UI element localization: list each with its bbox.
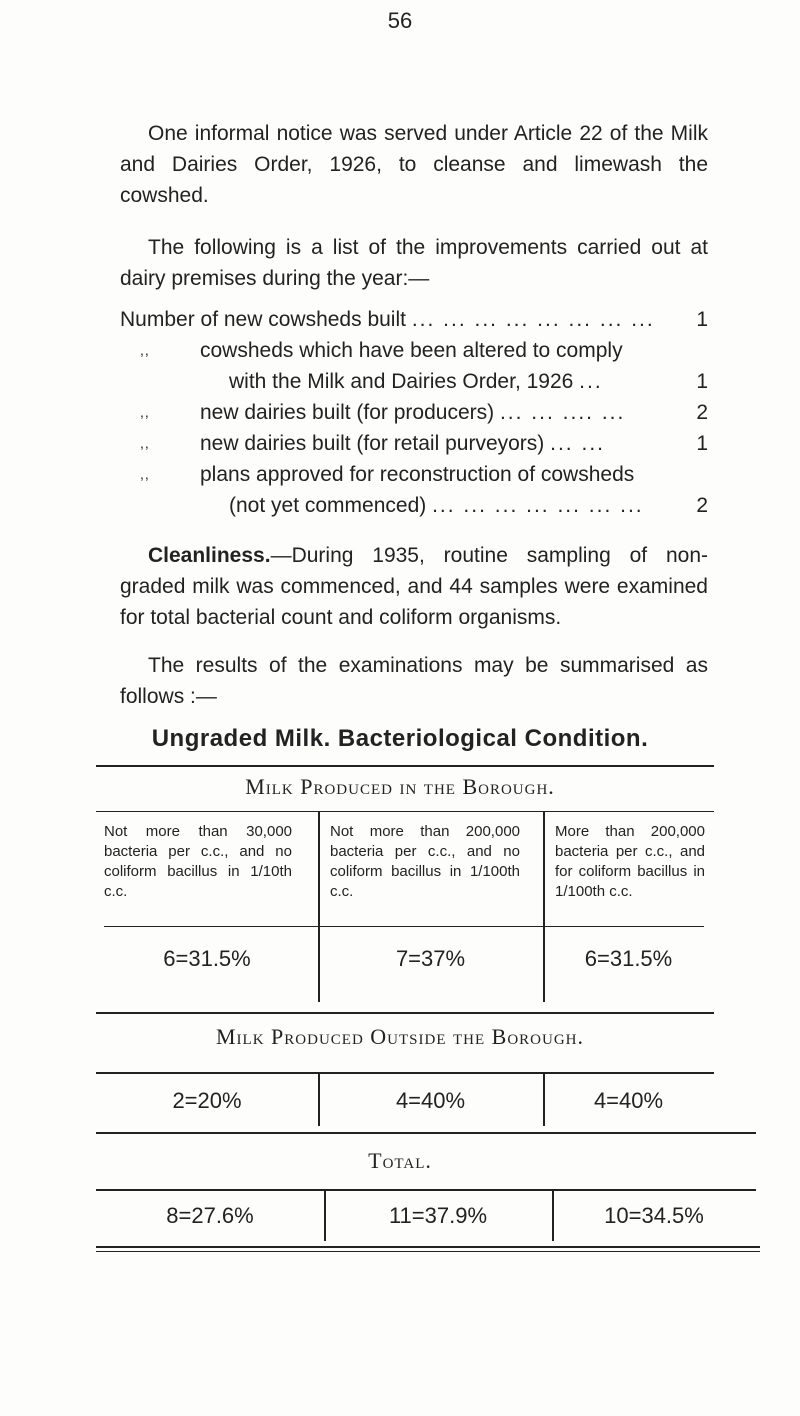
list-item-label: new dairies built (for producers): [200, 401, 495, 424]
table-rule: [96, 1012, 714, 1014]
leader-dots: ... ... .... ...: [499, 401, 626, 424]
table-rule: [96, 1072, 714, 1074]
list-item: [120, 397, 708, 428]
leader-dots: ... ...: [550, 432, 605, 455]
ditto-mark: ,,: [140, 404, 150, 420]
ditto-mark: ,,: [140, 466, 150, 482]
table-cell: 11=37.9%: [388, 1203, 488, 1228]
list-item-value: 1: [696, 370, 708, 393]
ditto-mark: ,,: [140, 435, 150, 451]
column-header: More than 200,000 bacteria per c.c., and for coliform bacillus in 1/100th c.c.: [555, 823, 705, 900]
list-item-label: cowsheds which have been altered to comply: [200, 339, 623, 362]
column-divider: [318, 812, 320, 1002]
list-item: [120, 335, 708, 366]
column-header: Not more than 200,000 bacteria per c.c., and no coliform bacillus in 1/100th c.c.: [330, 823, 520, 900]
page-number: 56: [387, 8, 413, 33]
list-item: [120, 304, 708, 335]
table-cell: 10=34.5%: [604, 1203, 704, 1228]
list-item-label: Number of new cowsheds built: [120, 308, 406, 331]
table-title: Ungraded Milk. Bacteriological Condition.: [151, 725, 649, 752]
leader-dots: ... ... ... ... ... ... ... ...: [411, 308, 655, 331]
table-rule: [96, 765, 714, 767]
list-item-value: 1: [696, 308, 708, 331]
list-item-label: (not yet commenced): [229, 494, 427, 517]
table-cell: 4=40%: [593, 1088, 664, 1113]
table-rule: [96, 1132, 756, 1134]
list-item-value: 2: [696, 494, 708, 517]
leader-dots: ... ... ... ... ... ... ...: [432, 494, 644, 517]
cleanliness-paragraph: [120, 540, 708, 633]
table-rule: [96, 1246, 760, 1248]
section-title-total: Total.: [368, 1148, 432, 1173]
column-divider: [543, 812, 545, 1002]
table-rule: [96, 1251, 760, 1252]
table-cell: 7=37%: [395, 946, 466, 971]
cleanliness-heading: Cleanliness.: [148, 544, 271, 567]
column-divider: [543, 1074, 545, 1126]
section-title-borough: Milk Produced in the Borough.: [245, 774, 555, 799]
leader-dots: ...: [579, 370, 603, 393]
list-item-label: plans approved for reconstruction of cowsheds: [200, 463, 635, 486]
column-divider: [324, 1191, 326, 1241]
column-divider: [318, 1074, 320, 1126]
ditto-mark: ,,: [140, 342, 150, 358]
list-item: [120, 366, 708, 397]
table-rule: [104, 926, 704, 927]
list-item: [120, 428, 708, 459]
list-item: [120, 490, 708, 521]
table-rule: [96, 1189, 756, 1191]
table-cell: 8=27.6%: [166, 1203, 254, 1228]
column-header: Not more than 30,000 bacteria per c.c., and no coliform bacillus in 1/10th c.c.: [104, 823, 292, 900]
list-item-label: new dairies built (for retail purveyors): [200, 432, 545, 455]
table-cell: 4=40%: [395, 1088, 466, 1113]
list-item-value: 2: [696, 401, 708, 424]
column-divider: [552, 1191, 554, 1241]
results-intro: The results of the examinations may be summarised as follows :—: [120, 654, 708, 708]
table-rule: [96, 811, 714, 812]
improvements-intro: The following is a list of the improvements carried out at dairy premises during the year:—: [120, 236, 708, 290]
list-item: [120, 459, 708, 490]
notice-paragraph: One informal notice was served under Article 22 of the Milk and Dairies Order, 1926, to cleanse and limewash the cowshed.: [120, 122, 708, 207]
table-cell: 6=31.5%: [584, 946, 673, 971]
cleanliness-text: —During 1935, routine sampling of non-graded milk was commenced, and 44 samples were examined for total bacterial count and coliform organisms.: [120, 544, 708, 629]
table-cell: 6=31.5%: [163, 946, 251, 971]
list-item-value: 1: [696, 432, 708, 455]
section-title-outside: Milk Produced Outside the Borough.: [215, 1024, 584, 1049]
table-cell: 2=20%: [172, 1088, 242, 1113]
list-item-label: with the Milk and Dairies Order, 1926: [229, 370, 574, 393]
